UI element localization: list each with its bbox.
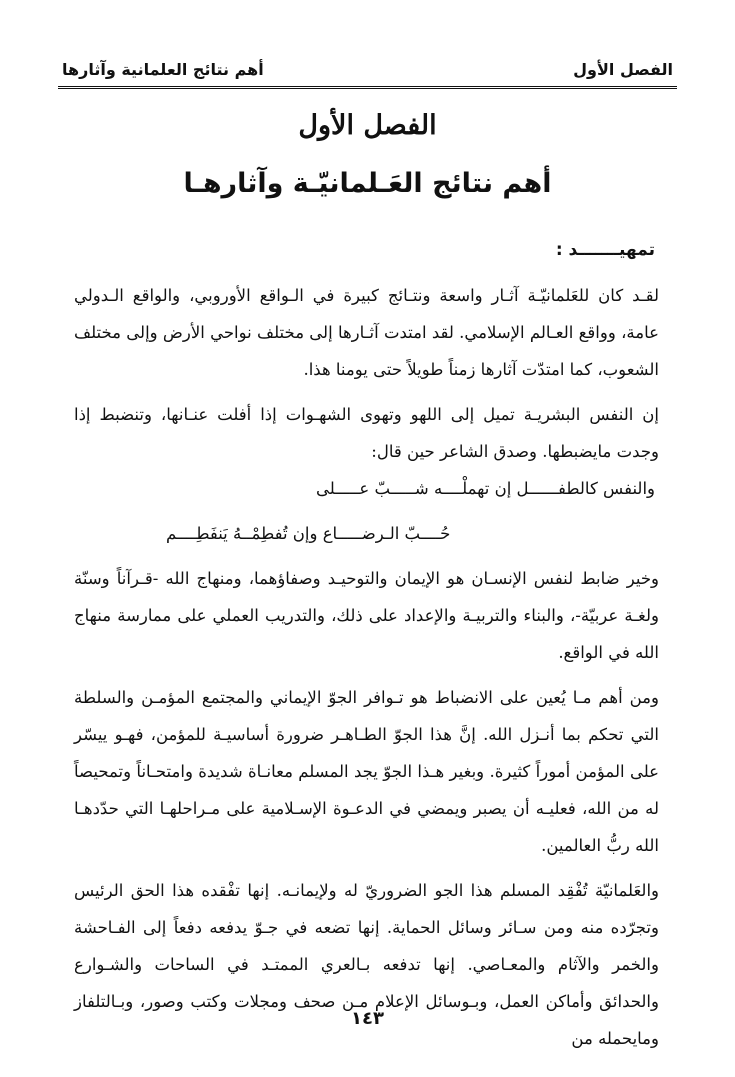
page-number: ١٤٣	[351, 1008, 384, 1029]
paragraph: إن النفس البشريـة تميل إلى اللهو وتهوى الشهـوات إذا أفلت عنـانها، وتنضبط إذا وجدت مايضبطها. وصدق الشاعر حين قال:	[74, 405, 659, 461]
running-header	[58, 54, 677, 89]
header-title: أهم نتائج العلمانية وآثارها	[62, 60, 264, 79]
page-body	[74, 232, 659, 1065]
paragraph: لقـد كان للعَلمانيّـة آثـار واسعة ونتـائج كبيرة في الـواقع الأوروبي، والواقع الـدولي عامة، وواقع العـالم الإسلامي. لقد امتدت آثـارها إلى مختلف نواحي الأرض وإلى مختلف الشعوب، كما امتدّت آثارها زمناً طويلاً حتى يومنا هذا.	[74, 286, 659, 379]
chapter-label: الفصل الأول	[298, 110, 437, 141]
header-chapter: الفصل الأول	[573, 60, 673, 79]
verse-line-2: حُــــبّ الـرضـــــاع وإن تُفطِمْــهُ يَنفَطِــــم	[166, 524, 451, 543]
paragraph: ومن أهم مـا يُعين على الانضباط هو تـوافر الجوّ الإيماني والمجتمع المؤمـن والسلطة التي تحكم بما أنـزل الله. إنَّ هذا الجوّ الطـاهـر ضرورة أساسيـة للمؤمن، فهـو ييسّر على المؤمن أموراً كثيرة. وبغير هـذا الجوّ يجد المسلم معانـاة شديدة وامتحـاناً وتمحيصاً له من الله، فعليـه أن يصبر ويمضي في الدعـوة الإسـلامية على مـراحلهـا التي حدّدهـا الله ربُّ العالمين.	[74, 688, 659, 855]
verse-line-1: والنفس كالطفــــــل إن تهملْــــه شـــــبّ عـــــلى	[316, 479, 655, 498]
paragraph: وخير ضابط لنفس الإنسـان هو الإيمان والتوحيـد وصفاؤهما، ومنهاج الله -قـرآناً وسنّة ولغـة عربيّة-، والبناء والتربيـة والإعداد على ذلك، والتدريب العملي على ممارسة منهاج الله في الواقع.	[74, 569, 659, 662]
paragraph: والعَلمانيّة تُفْقِد المسلم هذا الجو الضروريّ له ولإيمانـه. إنها تفْقده هذا الحق الرئيس وتجرّده منه ومن سـائر وسائل الحماية. إنها تضعه في جـوّ يدفعه دفعاً إلى الفـاحشة والخمر والآثام والمعـاصي. إنها تدفعه بـالعري الممتـد في الساحات والشـوارع والحدائق وأماكن العمل، وبـوسائل الإعلام مـن صحف ومجلات وكتب وصور، وبـالتلفاز ومايحمله من	[74, 881, 659, 1048]
intro-heading: تمهيـــــــد :	[555, 240, 655, 260]
chapter-title: أهم نتائج العَـلمانيّـة وآثارهـا	[183, 168, 552, 199]
